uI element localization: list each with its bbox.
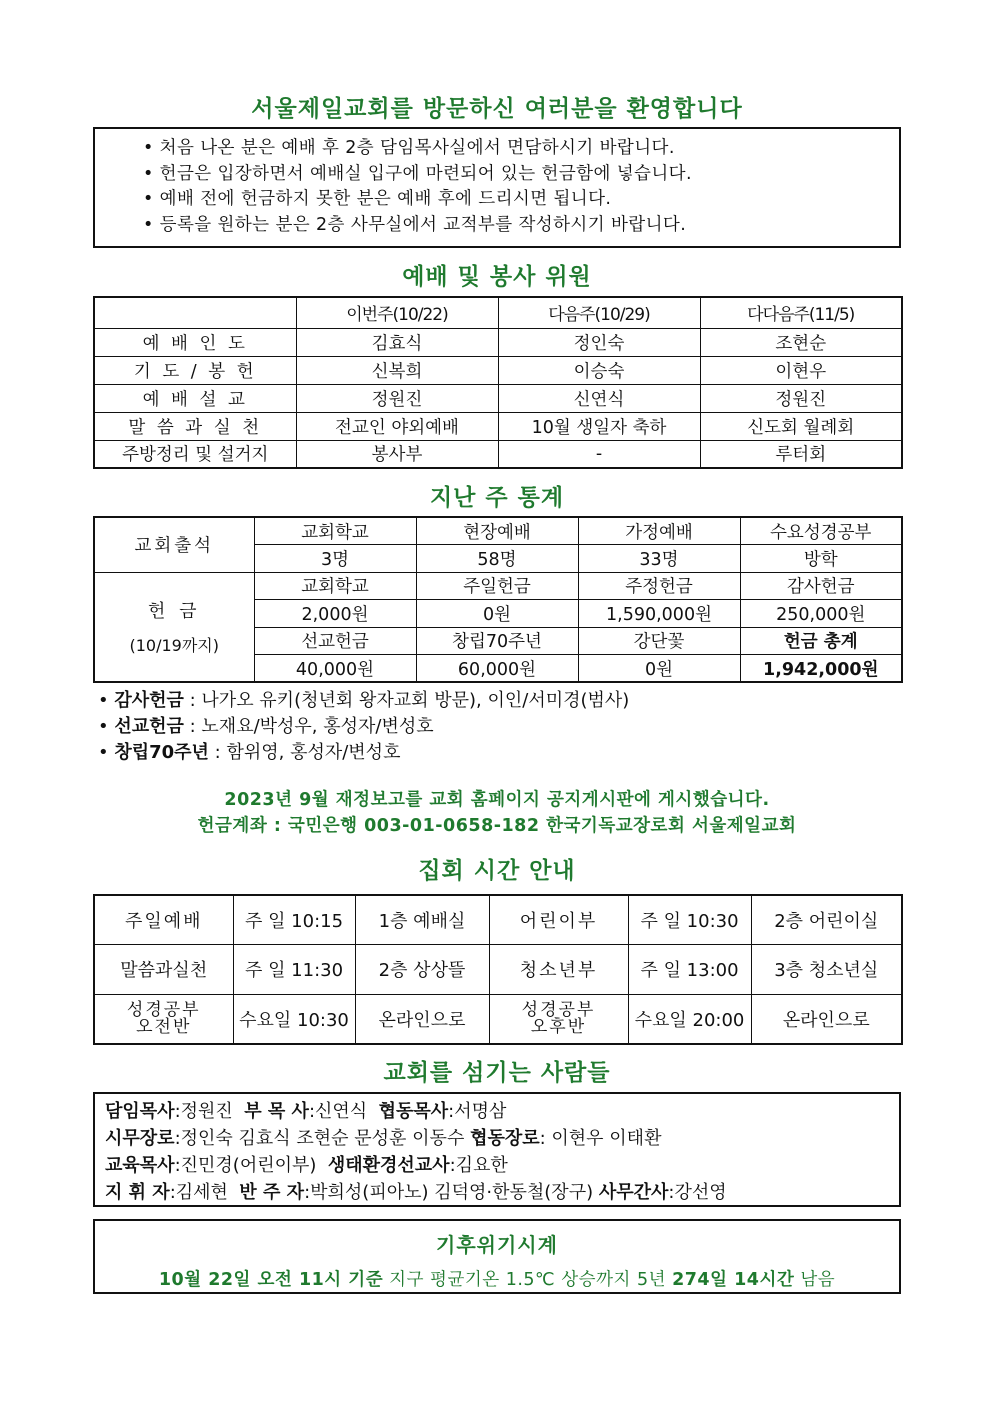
header-cell: 감사헌금 <box>740 572 902 600</box>
note-text: : 함위영, 홍성자/변성호 <box>208 742 401 763</box>
people-names: :강선영 <box>668 1182 727 1203</box>
header-cell: 교회학교 <box>254 517 416 545</box>
welcome-line: • 처음 나온 분은 예배 후 2층 담임목사실에서 면담하시기 바랍니다. <box>143 138 675 158</box>
table-row <box>94 356 902 384</box>
table-cell: 58명 <box>416 545 578 573</box>
meeting-name: 성경공부 오후반 <box>489 994 628 1044</box>
offering-sublabel: (10/19까지) <box>129 636 219 656</box>
people-line <box>105 1152 899 1179</box>
note-line: • 창립70주년 : 함위영, 홍성자/변성호 <box>98 742 401 763</box>
climate-box <box>93 1219 901 1294</box>
table-cell: 김효식 <box>296 328 498 356</box>
climate-text: 지구 평균기온 1.5℃ 상승까지 5년 <box>383 1270 673 1290</box>
people-box <box>93 1092 901 1207</box>
people-title: 교회를 섬기는 사람들 <box>383 1060 611 1086</box>
table-cell: 루터회 <box>700 440 902 468</box>
note-label: 선교헌금 <box>114 716 184 737</box>
role-cell: 예 배 설 교 <box>94 384 296 412</box>
table-cell: 33명 <box>578 545 740 573</box>
people-role: 시무장로 <box>105 1128 175 1149</box>
header-cell: 현장예배 <box>416 517 578 545</box>
table-row <box>94 994 902 1044</box>
header-cell: 다음주(10/29) <box>498 297 700 328</box>
table-cell: 정인숙 <box>498 328 700 356</box>
meeting-name: 주일예배 <box>94 895 233 945</box>
header-cell: 다다음주(11/5) <box>700 297 902 328</box>
meeting-place: 2층 상상뜰 <box>355 945 489 995</box>
people-names: :김세현 <box>169 1182 240 1203</box>
table-row <box>94 328 902 356</box>
people-role: 협동장로 <box>470 1128 540 1149</box>
role-cell: 기 도 / 봉 헌 <box>94 356 296 384</box>
header-cell: 주정헌금 <box>578 572 740 600</box>
offering-total-label: 헌금 총계 <box>740 627 902 655</box>
table-cell: 정원진 <box>296 384 498 412</box>
welcome-box <box>93 127 901 248</box>
meeting-name: 성경공부 오전반 <box>94 994 233 1044</box>
people-role: 반 주 자 <box>239 1182 305 1203</box>
offering-label-cell <box>94 572 254 682</box>
meeting-time: 수요일 20:00 <box>628 994 751 1044</box>
note-label: 창립70주년 <box>114 742 209 763</box>
people-role: 생태환경선교사 <box>327 1155 450 1176</box>
table-row <box>94 895 902 945</box>
header-cell: 선교헌금 <box>254 627 416 655</box>
meeting-time: 주 일 10:15 <box>233 895 355 945</box>
schedule-title: 집회 시간 안내 <box>418 858 576 884</box>
welcome-title: 서울제일교회를 방문하신 여러분을 환영합니다 <box>251 96 743 122</box>
meeting-place: 3층 청소년실 <box>751 945 902 995</box>
header-cell: 수요성경공부 <box>740 517 902 545</box>
stats-table <box>93 516 903 683</box>
role-cell: 주방정리 및 설거지 <box>94 440 296 468</box>
climate-datetime: 10월 22일 오전 11시 기준 <box>158 1270 384 1290</box>
table-cell: 봉사부 <box>296 440 498 468</box>
meeting-time: 주 일 10:30 <box>628 895 751 945</box>
people-line <box>105 1098 899 1125</box>
finance-notice: 2023년 9월 재정보고를 교회 홈페이지 공지게시판에 게시했습니다. <box>224 790 770 810</box>
people-role: 부 목 사 <box>244 1101 309 1122</box>
header-cell: 주일헌금 <box>416 572 578 600</box>
welcome-line: • 예배 전에 헌금하지 못한 분은 예배 후에 드리시면 됩니다. <box>143 189 612 209</box>
note-text: : 나가오 유키(청년회 왕자교회 방문), 이인/서미경(범사) <box>183 690 630 711</box>
table-cell: 이현우 <box>700 356 902 384</box>
people-role: 교육목사 <box>105 1155 175 1176</box>
table-cell: 신연식 <box>498 384 700 412</box>
welcome-line: • 헌금은 입장하면서 예배실 입구에 마련되어 있는 헌금함에 넣습니다. <box>143 163 692 184</box>
people-role: 사무간사 <box>598 1182 669 1203</box>
table-cell: 전교인 야외예배 <box>296 412 498 440</box>
people-names: :박희성(피아노) 김덕영·한동철(장구) <box>304 1182 599 1203</box>
header-cell: 강단꽃 <box>578 627 740 655</box>
table-cell: 정원진 <box>700 384 902 412</box>
worship-title: 예배 및 봉사 위원 <box>402 264 592 290</box>
table-cell: 신복희 <box>296 356 498 384</box>
climate-text-end: 남음 <box>794 1270 836 1290</box>
offering-notes <box>98 688 629 766</box>
table-cell: 250,000원 <box>740 600 902 628</box>
meeting-time: 수요일 10:30 <box>233 994 355 1044</box>
people-role: 담임목사 <box>105 1101 175 1122</box>
climate-title: 기후위기시계 <box>436 1233 558 1257</box>
header-cell: 가정예배 <box>578 517 740 545</box>
offering-total-value: 1,942,000원 <box>740 655 902 683</box>
role-cell: 말 씀 과 실 천 <box>94 412 296 440</box>
account-notice: 헌금계좌 : 국민은행 003-01-0658-182 한국기독교장로회 서울제일교회 <box>197 816 797 836</box>
meeting-name: 어린이부 <box>489 895 628 945</box>
meeting-time: 주 일 13:00 <box>628 945 751 995</box>
people-names: :김요한 <box>449 1155 508 1176</box>
table-cell: 3명 <box>254 545 416 573</box>
meeting-place: 온라인으로 <box>355 994 489 1044</box>
table-cell: 10월 생일자 축하 <box>498 412 700 440</box>
schedule-table <box>93 894 903 1045</box>
table-cell: 2,000원 <box>254 600 416 628</box>
table-cell: 신도회 월례회 <box>700 412 902 440</box>
meeting-place: 온라인으로 <box>751 994 902 1044</box>
worship-table <box>93 296 903 469</box>
people-names: :서명삼 <box>448 1101 507 1122</box>
header-cell: 창립70주년 <box>416 627 578 655</box>
role-cell: 예 배 인 도 <box>94 328 296 356</box>
people-names: :진민경(어린이부) <box>174 1155 328 1176</box>
note-label: 감사헌금 <box>114 690 184 711</box>
meeting-name: 청소년부 <box>489 945 628 995</box>
table-row <box>94 384 902 412</box>
note-text: : 노재요/박성우, 홍성자/변성호 <box>183 716 434 737</box>
people-names: :정인숙 김효식 조현순 문성훈 이동수 <box>174 1128 471 1149</box>
header-cell: 이번주(10/22) <box>296 297 498 328</box>
attendance-label: 교회출석 <box>94 517 254 572</box>
people-role: 협동목사 <box>378 1101 449 1122</box>
people-role: 지 휘 자 <box>105 1182 170 1203</box>
table-row <box>94 572 902 600</box>
table-row <box>94 440 902 468</box>
table-cell: 1,590,000원 <box>578 600 740 628</box>
meeting-place: 2층 어린이실 <box>751 895 902 945</box>
header-cell: 교회학교 <box>254 572 416 600</box>
table-cell: 방학 <box>740 545 902 573</box>
people-line <box>105 1125 899 1152</box>
climate-remaining: 274일 14시간 <box>672 1270 795 1290</box>
table-cell: 40,000원 <box>254 655 416 683</box>
stats-title: 지난 주 통계 <box>429 485 565 511</box>
table-cell: 0원 <box>416 600 578 628</box>
table-cell: 이승숙 <box>498 356 700 384</box>
people-line <box>105 1179 899 1206</box>
header-cell <box>94 297 296 328</box>
meeting-place: 1층 예배실 <box>355 895 489 945</box>
offering-label: 헌 금 <box>148 601 201 623</box>
note-line: • 선교헌금 : 노재요/박성우, 홍성자/변성호 <box>98 716 434 737</box>
table-row <box>94 517 902 545</box>
climate-line <box>95 1266 899 1291</box>
table-row <box>94 945 902 995</box>
table-cell: 조현순 <box>700 328 902 356</box>
table-cell: 60,000원 <box>416 655 578 683</box>
people-names: : 이현우 이태환 <box>539 1128 662 1149</box>
meeting-time: 주 일 11:30 <box>233 945 355 995</box>
people-names: :신연식 <box>308 1101 379 1122</box>
note-line: • 감사헌금 : 나가오 유키(청년회 왕자교회 방문), 이인/서미경(범사) <box>98 690 630 711</box>
welcome-line: • 등록을 원하는 분은 2층 사무실에서 교적부를 작성하시기 바랍니다. <box>143 214 687 235</box>
table-header-row <box>94 297 902 328</box>
meeting-name: 말씀과실천 <box>94 945 233 995</box>
table-cell: 0원 <box>578 655 740 683</box>
people-names: :정원진 <box>174 1101 245 1122</box>
table-row <box>94 412 902 440</box>
table-cell: - <box>498 440 700 468</box>
